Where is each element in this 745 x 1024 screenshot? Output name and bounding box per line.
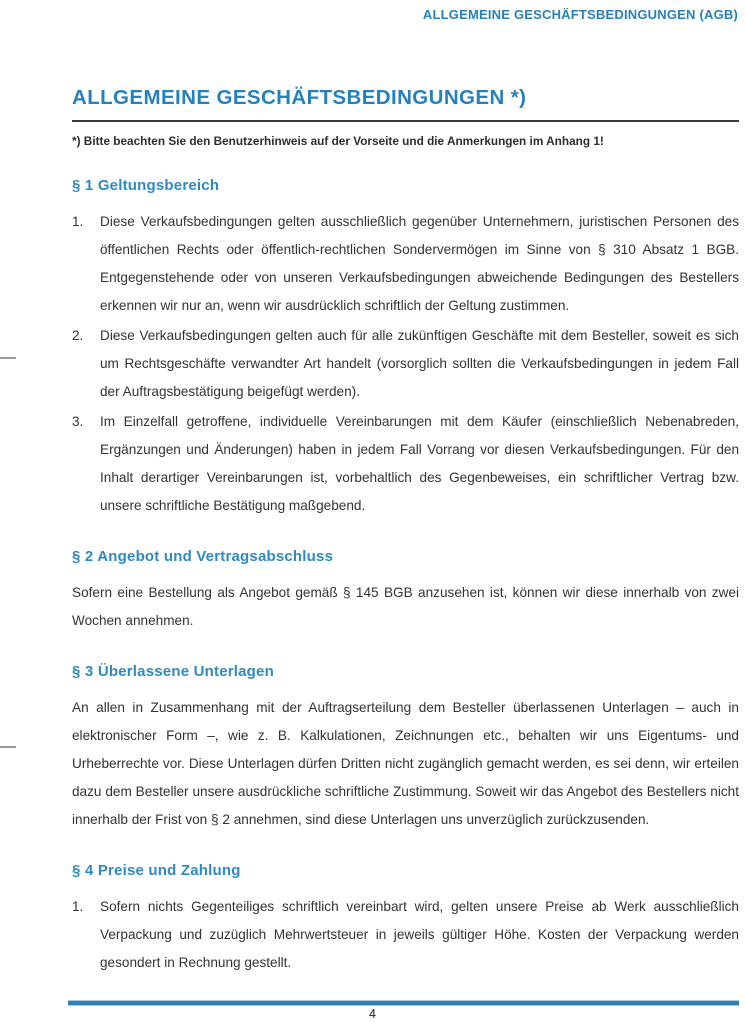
section [72,860,739,977]
page-number: 4 [369,1007,376,1021]
item-number: 1. [72,214,84,229]
section-heading: § 3 Überlassene Unterlagen [72,663,274,680]
fold-mark-top [0,357,16,359]
running-header-text: ALLGEMEINE GESCHÄFTSBEDINGUNGEN (AGB) [422,7,738,22]
fold-mark-bottom [0,746,16,748]
section [72,175,739,520]
section-heading: § 4 Preise und Zahlung [72,862,241,879]
paragraph: An allen in Zusammenhang mit der Auftragserteilung dem Besteller überlassenen Unterlagen – auch in elektronischer Form –, wie z. B. Kalkulationen, Zeichnungen etc., behalten wir uns Eigentums- und Urheberrechte vor. Diese Unterlagen dürfen Dritten nicht zugänglich gemacht werden, es sei denn, wir erteilen dazu dem Besteller unsere ausdrückliche schriftliche Zustimmung. Soweit wir das Angebot des Bestellers nicht innerhalb der Frist von § 2 annehmen, sind diese Unterlagen uns unverzüglich zurückzusenden. [72,700,739,827]
running-header [0,0,745,24]
numbered-item [72,208,739,320]
document-title: ALLGEMEINE GESCHÄFTSBEDINGUNGEN *) [72,86,527,109]
item-text: Im Einzelfall getroffene, individuelle Vereinbarungen mit dem Käufer (einschließlich Nebenabreden, Ergänzungen und Änderungen) haben in jedem Fall Vorrang vor diesen Verkaufsbedingungen. Für den Inhalt derartiger Vereinbarungen ist, vorbehaltlich des Gegenbeweises, ein schriftlicher Vertrag bzw. unsere schriftliche Bestätigung maßgebend. [100,414,739,513]
item-number: 3. [72,414,84,429]
numbered-item [72,408,739,520]
section [72,546,739,635]
item-text: Diese Verkaufsbedingungen gelten auch für alle zukünftigen Geschäfte mit dem Besteller, soweit es sich um Rechtsgeschäfte verwandter Art handelt (vorsorglich sollten die Verkaufsbedingungen in jedem Fall der Auftragsbestätigung beigefügt werden). [100,328,739,399]
paragraph: Sofern eine Bestellung als Angebot gemäß § 145 BGB anzusehen ist, können wir diese innerhalb von zwei Wochen annehmen. [72,585,739,628]
document-body [72,175,739,977]
title-rule [72,120,739,122]
document-footer [0,1000,745,1024]
item-text: Sofern nichts Gegenteiliges schriftlich vereinbart wird, gelten unsere Preise ab Werk ausschließlich Verpackung und zuzüglich Mehrwertsteuer in jeweils gültiger Höhe. Kosten der Verpackung werden gesondert in Rechnung gestellt. [100,899,739,970]
item-text: Diese Verkaufsbedingungen gelten ausschließlich gegenüber Unternehmern, juristischen Personen des öffentlichen Rechts oder öffentlich-rechtlichen Sondervermögen im Sinne von § 310 Absatz 1 BGB. Entgegenstehende oder von unseren Verkaufsbedingungen abweichende Bedingungen des Bestellers erkennen wir nur an, wenn wir ausdrücklich schriftlich der Geltung zustimmen. [100,214,739,313]
section [72,661,739,834]
section-heading: § 2 Angebot und Vertragsabschluss [72,548,334,565]
document-subtitle: *) Bitte beachten Sie den Benutzerhinweis auf der Vorseite und die Anmerkungen im Anhang 1! [72,134,604,148]
numbered-item [72,893,739,977]
numbered-item [72,322,739,406]
section-heading: § 1 Geltungsbereich [72,177,220,194]
item-number: 1. [72,899,84,914]
item-number: 2. [72,328,84,343]
